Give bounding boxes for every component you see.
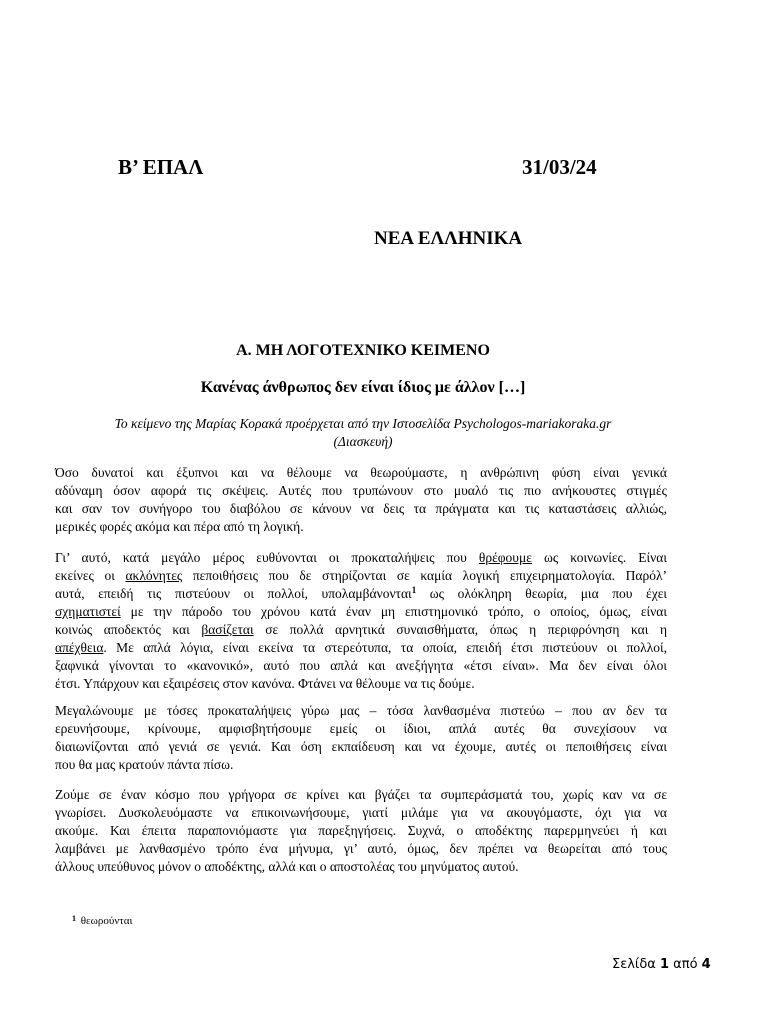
text-line: και σαν τον συνήγορο του διαβόλου σε κάνουν να δεις τα πράγματα και τις καταστάσεις αλλιώς, (55, 501, 667, 516)
text-line: ξαφνικά γίνονται το «κανονικό», αυτό που απλά και ανεξήγητα «έτσι είναι». Μα δεν είναι όλοι (55, 658, 667, 673)
text-line (55, 549, 667, 567)
text-line: ερευνήσουμε, κρίνουμε, αμφισβητήσουμε εμείς οι ίδιοι, απλά αυτές θα συνεχίσουν να (55, 721, 667, 736)
text-run: εκείνες οι (55, 568, 126, 583)
text-run: ως ολόκληρη θεωρία, μια που έχει (416, 586, 668, 601)
source-adaptation-note: (Διασκευή) (333, 434, 393, 449)
paragraph-1 (55, 464, 667, 536)
text-run: σε πολλά αρνητικά συναισθήματα, όπως η περιφρόνηση και η (253, 622, 667, 637)
text-line: ακούμε. Και έπειτα παραπονιόμαστε για παρεξηγήσεις. Συχνά, ο αποδέκτης παρερμηνεύει ή και (55, 823, 667, 838)
text-line (55, 567, 667, 585)
text-line: άλλους υπεύθυνος μόνον ο αποδέκτης, αλλά και ο αποστολέας του μηνύματος αυτού. (55, 859, 519, 874)
underlined-word: σχηματιστεί (55, 604, 121, 619)
page-number-prefix: Σελίδα (612, 957, 660, 972)
underlined-word: ακλόνητες (125, 568, 183, 583)
footnote-mark: 1 (72, 914, 76, 923)
text-line (55, 603, 667, 621)
article-title: Κανένας άνθρωπος δεν είναι ίδιος με άλλον […] (200, 379, 526, 396)
text-line (55, 639, 667, 657)
text-run: . Με απλά λόγια, είναι εκείνα τα στερεότυπα, τα οποία, επειδή έτσι πιστεύουν οι πολλοί, (103, 640, 667, 655)
text-run: αυτά, επειδή τις πιστεύουν οι πολλοί, υπολαμβάνονται (55, 586, 412, 601)
underlined-word: θρέφουμε (478, 550, 532, 565)
paragraph-3 (55, 702, 667, 774)
footnote (72, 912, 132, 928)
text-line: μερικές φορές ακόμα και πέρα από τη λογική. (55, 519, 304, 534)
text-line: Ζούμε σε έναν κόσμο που γρήγορα σε κρίνει και βγάζει τα συμπεράσματά του, χωρίς καν να σε (55, 787, 667, 802)
text-line: γνωρίσει. Δυσκολευόμαστε να επικοινωνήσουμε, γιατί μιλάμε για να ακουγόμαστε, όχι για να (55, 805, 667, 820)
footnote-reference: 1 (411, 585, 417, 595)
exam-date: 31/03/24 (522, 155, 597, 179)
page-number-current: 1 (660, 957, 670, 972)
source-line: Το κείμενο της Μαρίας Κορακά προέρχεται από την Ιστοσελίδα Psychologos-mariakoraka.gr (114, 416, 612, 431)
paragraph-4 (55, 786, 667, 876)
section-title: Α. ΜΗ ΛΟΓΟΤΕΧΝΙΚΟ ΚΕΙΜΕΝΟ (236, 342, 490, 359)
underlined-word: βασίζεται (201, 622, 254, 637)
subject-title: ΝΕΑ ΕΛΛΗΝΙΚΑ (374, 228, 523, 249)
class-label: Β’ ΕΠΑΛ (118, 155, 204, 179)
text-run: πεποιθήσεις που δε στηρίζονται σε καμία λογική επιχειρηματολογία. Παρόλ’ (182, 568, 667, 583)
text-line: Μεγαλώνουμε με τόσες προκαταλήψεις γύρω μας – τόσα λανθασμένα πιστεύω – που αν δεν τα (55, 703, 667, 718)
page-number-total: 4 (701, 957, 711, 972)
text-line (55, 621, 667, 639)
footnote-text: θεωρούνται (80, 915, 133, 927)
paragraph-2 (55, 549, 667, 693)
text-line: λαμβάνει με λανθασμένο τρόπο ένα μήνυμα, γι’ αυτό, όμως, δεν πρέπει να θεωρείται από τους (55, 841, 667, 856)
text-run: με την πάροδο του χρόνου κατά έναν μη επιστημονικό τρόπο, ο οποίος, όμως, είναι (120, 604, 667, 619)
text-run: ως κοινωνίες. Είναι (531, 550, 667, 565)
text-run: κοινώς αποδεκτός και (55, 622, 202, 637)
page-number-middle: από (669, 957, 702, 972)
text-line: που θα μας κρατούν πάντα πίσω. (55, 757, 234, 772)
page-number (612, 957, 711, 973)
text-line: Όσο δυνατοί και έξυπνοι και να θέλουμε να θεωρούμαστε, η ανθρώπινη φύση είναι γενικά (55, 465, 667, 480)
underlined-word: απέχθεια (55, 640, 104, 655)
text-run: Γι’ αυτό, κατά μεγάλο μέρος ευθύνονται οι προκαταλήψεις που (55, 550, 479, 565)
source-note (60, 415, 666, 451)
text-line: αδύναμη όσον αφορά τις σκέψεις. Αυτές που τρυπώνουν στο μυαλό τις πιο ανήκουστες στιγμές (55, 483, 667, 498)
text-line: έτσι. Υπάρχουν και εξαιρέσεις στον κανόνα. Φτάνει να θέλουμε να τις δούμε. (55, 676, 475, 691)
text-line (55, 585, 667, 603)
text-line: διαιωνίζονται από γενιά σε γενιά. Και όση εκπαίδευση και να έχουμε, αυτές οι πεποιθήσεις είναι (55, 739, 667, 754)
